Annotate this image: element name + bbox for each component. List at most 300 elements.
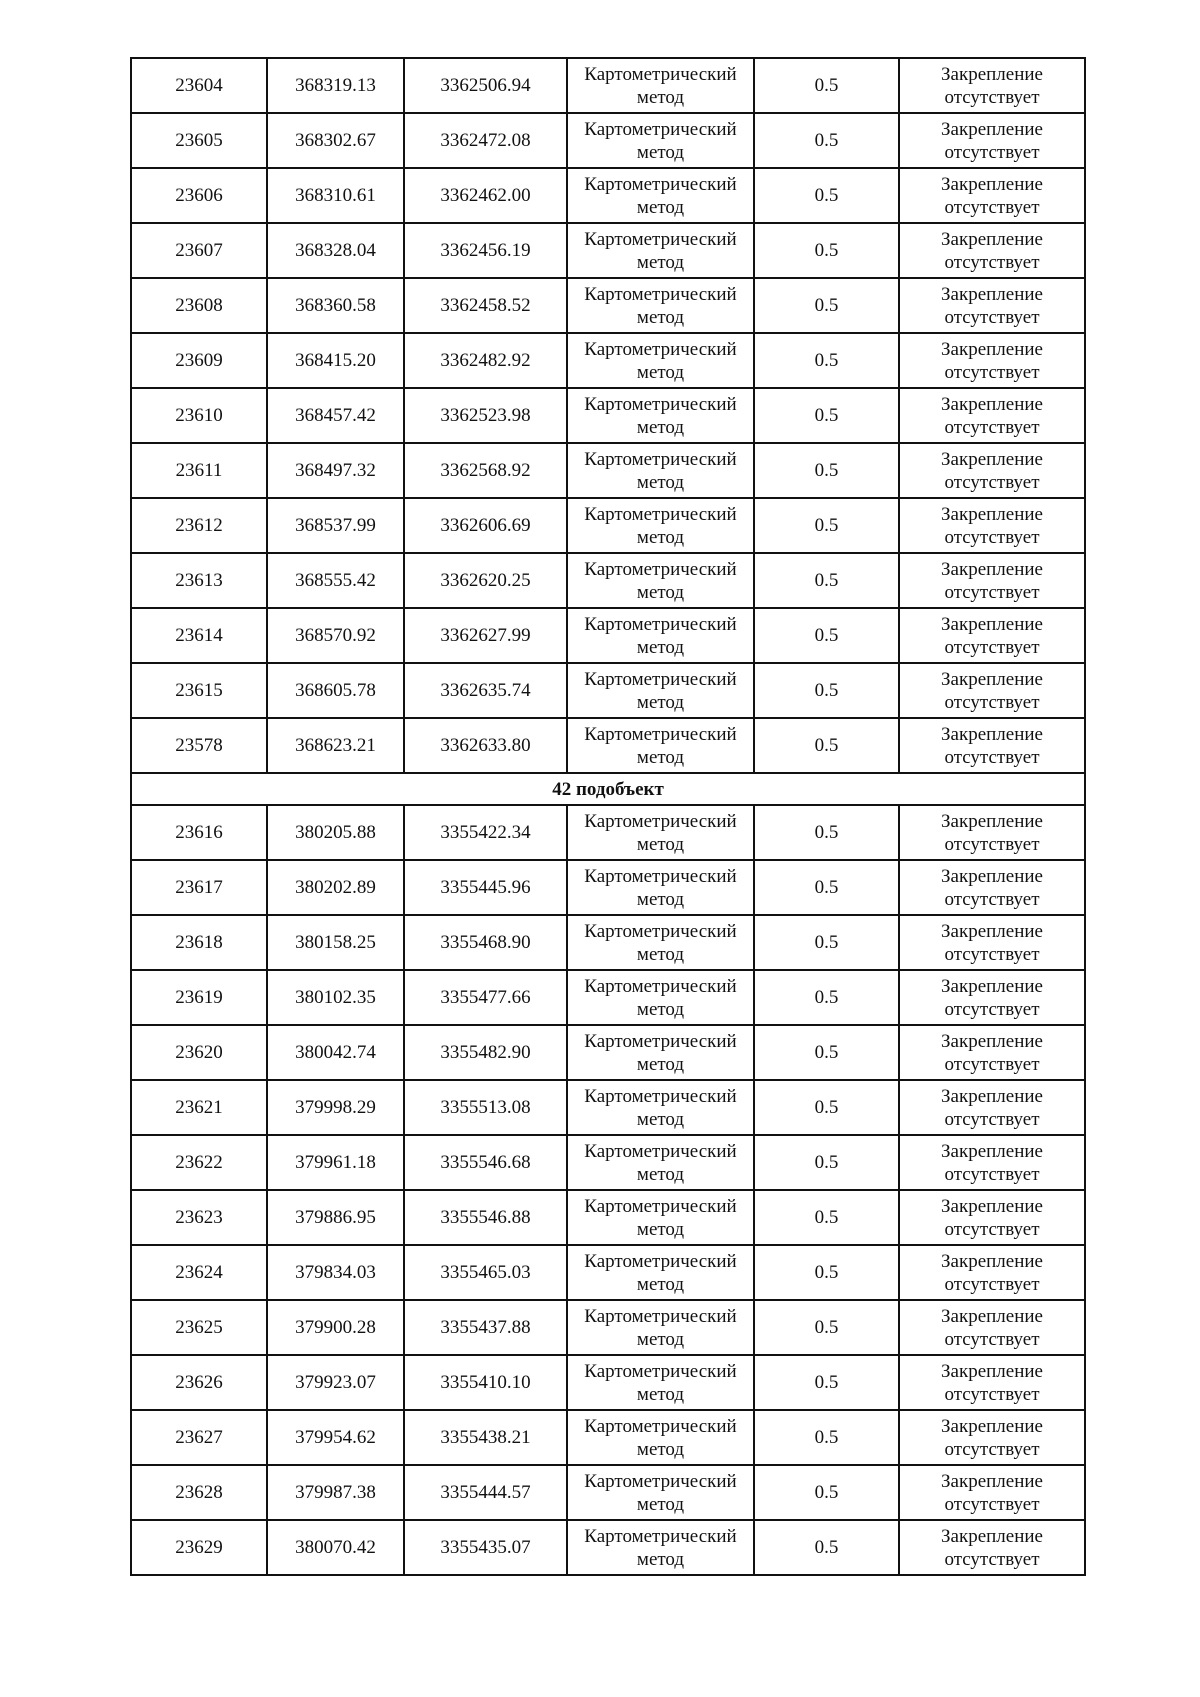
method-text: метод [636,1218,685,1240]
x-coordinate-cell: 368310.61 [267,168,404,223]
method-text: Картометрический [584,228,737,250]
table-row [131,1520,1085,1575]
x-coordinate-cell: 379886.95 [267,1190,404,1245]
fixing-text: отсутствует [944,86,1040,108]
fixing-description-cell [899,1080,1085,1135]
x-coordinate-cell: 368415.20 [267,333,404,388]
fixing-text: отсутствует [944,1438,1040,1460]
accuracy-cell: 0.5 [754,388,899,443]
fixing-text: Закрепление [941,975,1043,997]
x-coordinate-cell: 368328.04 [267,223,404,278]
method-text: Картометрический [584,118,737,140]
fixing-description-cell [899,58,1085,113]
accuracy-cell: 0.5 [754,278,899,333]
point-number-cell: 23622 [131,1135,267,1190]
x-coordinate-cell: 368302.67 [267,113,404,168]
fixing-description-cell [899,1190,1085,1245]
accuracy-cell: 0.5 [754,805,899,860]
point-number-cell: 23605 [131,113,267,168]
method-text: Картометрический [584,393,737,415]
method-text: метод [636,416,685,438]
accuracy-cell: 0.5 [754,970,899,1025]
method-text: метод [636,471,685,493]
accuracy-cell: 0.5 [754,1080,899,1135]
table-row [131,1135,1085,1190]
fixing-text: отсутствует [944,1383,1040,1405]
accuracy-cell: 0.5 [754,168,899,223]
y-coordinate-cell: 3362472.08 [404,113,567,168]
x-coordinate-cell: 368570.92 [267,608,404,663]
method-cell [567,1465,754,1520]
fixing-text: Закрепление [941,118,1043,140]
method-cell [567,1520,754,1575]
fixing-description-cell [899,860,1085,915]
accuracy-cell: 0.5 [754,1465,899,1520]
method-text: Картометрический [584,448,737,470]
method-text: метод [636,1053,685,1075]
y-coordinate-cell: 3355437.88 [404,1300,567,1355]
fixing-text: отсутствует [944,636,1040,658]
method-cell [567,1245,754,1300]
coordinates-table-body [131,58,1085,1575]
method-cell [567,915,754,970]
fixing-description-cell [899,113,1085,168]
section-title: 42 подобъект [131,773,1085,805]
fixing-description-cell [899,1355,1085,1410]
fixing-description-cell [899,553,1085,608]
point-number-cell: 23629 [131,1520,267,1575]
method-text: метод [636,526,685,548]
method-text: Картометрический [584,503,737,525]
point-number-cell: 23620 [131,1025,267,1080]
fixing-text: Закрепление [941,1305,1043,1327]
point-number-cell: 23612 [131,498,267,553]
method-text: метод [636,86,685,108]
accuracy-cell: 0.5 [754,498,899,553]
point-number-cell: 23578 [131,718,267,773]
fixing-text: отсутствует [944,1273,1040,1295]
method-text: метод [636,1438,685,1460]
fixing-text: отсутствует [944,888,1040,910]
fixing-description-cell [899,915,1085,970]
accuracy-cell: 0.5 [754,223,899,278]
point-number-cell: 23604 [131,58,267,113]
point-number-cell: 23611 [131,443,267,498]
table-row [131,1080,1085,1135]
y-coordinate-cell: 3362456.19 [404,223,567,278]
method-text: метод [636,691,685,713]
y-coordinate-cell: 3355477.66 [404,970,567,1025]
table-row [131,113,1085,168]
fixing-text: отсутствует [944,746,1040,768]
accuracy-cell: 0.5 [754,1245,899,1300]
method-text: метод [636,746,685,768]
method-text: Картометрический [584,865,737,887]
fixing-text: отсутствует [944,196,1040,218]
fixing-text: отсутствует [944,306,1040,328]
accuracy-cell: 0.5 [754,1135,899,1190]
point-number-cell: 23624 [131,1245,267,1300]
y-coordinate-cell: 3362635.74 [404,663,567,718]
accuracy-cell: 0.5 [754,443,899,498]
fixing-description-cell [899,388,1085,443]
point-number-cell: 23619 [131,970,267,1025]
point-number-cell: 23628 [131,1465,267,1520]
fixing-text: Закрепление [941,920,1043,942]
x-coordinate-cell: 379900.28 [267,1300,404,1355]
method-cell [567,1135,754,1190]
method-text: Картометрический [584,613,737,635]
x-coordinate-cell: 368360.58 [267,278,404,333]
fixing-description-cell [899,223,1085,278]
fixing-description-cell [899,1025,1085,1080]
method-cell [567,805,754,860]
fixing-text: Закрепление [941,1030,1043,1052]
x-coordinate-cell: 368457.42 [267,388,404,443]
accuracy-cell: 0.5 [754,1300,899,1355]
fixing-text: Закрепление [941,1140,1043,1162]
fixing-text: отсутствует [944,361,1040,383]
method-text: метод [636,1548,685,1570]
y-coordinate-cell: 3355465.03 [404,1245,567,1300]
fixing-description-cell [899,333,1085,388]
accuracy-cell: 0.5 [754,915,899,970]
y-coordinate-cell: 3362627.99 [404,608,567,663]
fixing-text: Закрепление [941,668,1043,690]
table-row [131,498,1085,553]
y-coordinate-cell: 3355438.21 [404,1410,567,1465]
accuracy-cell: 0.5 [754,860,899,915]
method-text: Картометрический [584,810,737,832]
fixing-text: отсутствует [944,1108,1040,1130]
method-text: Картометрический [584,1360,737,1382]
method-cell [567,168,754,223]
method-text: Картометрический [584,338,737,360]
point-number-cell: 23625 [131,1300,267,1355]
accuracy-cell: 0.5 [754,1025,899,1080]
method-text: Картометрический [584,1140,737,1162]
x-coordinate-cell: 368497.32 [267,443,404,498]
y-coordinate-cell: 3362482.92 [404,333,567,388]
method-text: Картометрический [584,975,737,997]
fixing-text: отсутствует [944,943,1040,965]
method-cell [567,1300,754,1355]
fixing-text: Закрепление [941,810,1043,832]
fixing-text: Закрепление [941,448,1043,470]
fixing-text: Закрепление [941,503,1043,525]
method-text: Картометрический [584,1030,737,1052]
point-number-cell: 23609 [131,333,267,388]
y-coordinate-cell: 3355445.96 [404,860,567,915]
table-row [131,1190,1085,1245]
method-cell [567,1355,754,1410]
method-text: метод [636,943,685,965]
method-cell [567,1190,754,1245]
x-coordinate-cell: 368623.21 [267,718,404,773]
y-coordinate-cell: 3355435.07 [404,1520,567,1575]
method-text: Картометрический [584,920,737,942]
y-coordinate-cell: 3355546.88 [404,1190,567,1245]
accuracy-cell: 0.5 [754,1520,899,1575]
fixing-text: отсутствует [944,1053,1040,1075]
x-coordinate-cell: 368537.99 [267,498,404,553]
method-cell [567,1080,754,1135]
accuracy-cell: 0.5 [754,553,899,608]
fixing-text: отсутствует [944,1163,1040,1185]
y-coordinate-cell: 3362568.92 [404,443,567,498]
method-text: метод [636,888,685,910]
point-number-cell: 23608 [131,278,267,333]
table-row [131,860,1085,915]
fixing-text: Закрепление [941,63,1043,85]
x-coordinate-cell: 368605.78 [267,663,404,718]
fixing-description-cell [899,663,1085,718]
point-number-cell: 23621 [131,1080,267,1135]
point-number-cell: 23623 [131,1190,267,1245]
fixing-description-cell [899,168,1085,223]
method-cell [567,223,754,278]
method-cell [567,663,754,718]
coordinates-table [130,57,1086,1576]
y-coordinate-cell: 3355546.68 [404,1135,567,1190]
fixing-description-cell [899,498,1085,553]
y-coordinate-cell: 3355410.10 [404,1355,567,1410]
fixing-description-cell [899,1135,1085,1190]
fixing-text: Закрепление [941,173,1043,195]
fixing-description-cell [899,278,1085,333]
y-coordinate-cell: 3362523.98 [404,388,567,443]
method-text: метод [636,1383,685,1405]
x-coordinate-cell: 380070.42 [267,1520,404,1575]
method-text: Картометрический [584,283,737,305]
fixing-text: отсутствует [944,1493,1040,1515]
method-text: метод [636,1108,685,1130]
fixing-description-cell [899,1410,1085,1465]
method-cell [567,498,754,553]
method-cell [567,1410,754,1465]
table-row [131,1025,1085,1080]
fixing-text: отсутствует [944,526,1040,548]
y-coordinate-cell: 3362462.00 [404,168,567,223]
method-text: метод [636,1163,685,1185]
fixing-description-cell [899,608,1085,663]
method-text: метод [636,833,685,855]
section-header-row [131,773,1085,805]
fixing-text: Закрепление [941,1195,1043,1217]
point-number-cell: 23615 [131,663,267,718]
method-text: Картометрический [584,1250,737,1272]
fixing-text: отсутствует [944,471,1040,493]
method-text: метод [636,581,685,603]
y-coordinate-cell: 3355513.08 [404,1080,567,1135]
table-row [131,58,1085,113]
method-cell [567,113,754,168]
point-number-cell: 23610 [131,388,267,443]
point-number-cell: 23606 [131,168,267,223]
point-number-cell: 23626 [131,1355,267,1410]
table-row [131,805,1085,860]
fixing-text: Закрепление [941,1360,1043,1382]
method-cell [567,58,754,113]
y-coordinate-cell: 3355468.90 [404,915,567,970]
fixing-text: отсутствует [944,833,1040,855]
fixing-text: отсутствует [944,1548,1040,1570]
table-row [131,915,1085,970]
method-cell [567,860,754,915]
table-row [131,168,1085,223]
fixing-text: Закрепление [941,1470,1043,1492]
table-row [131,223,1085,278]
fixing-text: Закрепление [941,865,1043,887]
table-row [131,278,1085,333]
table-row [131,1245,1085,1300]
y-coordinate-cell: 3362506.94 [404,58,567,113]
table-row [131,1355,1085,1410]
method-text: Картометрический [584,63,737,85]
x-coordinate-cell: 380042.74 [267,1025,404,1080]
method-text: метод [636,251,685,273]
x-coordinate-cell: 379998.29 [267,1080,404,1135]
fixing-text: отсутствует [944,1328,1040,1350]
method-text: метод [636,306,685,328]
accuracy-cell: 0.5 [754,608,899,663]
fixing-text: отсутствует [944,251,1040,273]
method-text: Картометрический [584,558,737,580]
method-text: метод [636,998,685,1020]
x-coordinate-cell: 368555.42 [267,553,404,608]
fixing-description-cell [899,805,1085,860]
table-row [131,388,1085,443]
x-coordinate-cell: 379961.18 [267,1135,404,1190]
point-number-cell: 23618 [131,915,267,970]
y-coordinate-cell: 3355482.90 [404,1025,567,1080]
method-cell [567,333,754,388]
table-row [131,970,1085,1025]
y-coordinate-cell: 3362620.25 [404,553,567,608]
fixing-text: Закрепление [941,613,1043,635]
fixing-text: Закрепление [941,228,1043,250]
table-row [131,443,1085,498]
fixing-description-cell [899,443,1085,498]
fixing-text: Закрепление [941,1250,1043,1272]
method-cell [567,553,754,608]
point-number-cell: 23616 [131,805,267,860]
accuracy-cell: 0.5 [754,113,899,168]
fixing-text: Закрепление [941,723,1043,745]
accuracy-cell: 0.5 [754,718,899,773]
x-coordinate-cell: 380205.88 [267,805,404,860]
table-row [131,553,1085,608]
method-text: Картометрический [584,1085,737,1107]
method-text: Картометрический [584,1470,737,1492]
x-coordinate-cell: 379987.38 [267,1465,404,1520]
method-text: метод [636,636,685,658]
table-row [131,718,1085,773]
y-coordinate-cell: 3362633.80 [404,718,567,773]
table-row [131,1410,1085,1465]
accuracy-cell: 0.5 [754,1410,899,1465]
fixing-description-cell [899,970,1085,1025]
method-text: Картометрический [584,668,737,690]
method-text: Картометрический [584,1195,737,1217]
method-text: метод [636,361,685,383]
x-coordinate-cell: 368319.13 [267,58,404,113]
accuracy-cell: 0.5 [754,1190,899,1245]
fixing-text: Закрепление [941,338,1043,360]
point-number-cell: 23607 [131,223,267,278]
method-cell [567,718,754,773]
table-row [131,1300,1085,1355]
table-row [131,663,1085,718]
fixing-text: отсутствует [944,141,1040,163]
fixing-description-cell [899,1465,1085,1520]
accuracy-cell: 0.5 [754,333,899,388]
method-text: метод [636,196,685,218]
point-number-cell: 23617 [131,860,267,915]
method-text: Картометрический [584,1305,737,1327]
y-coordinate-cell: 3355444.57 [404,1465,567,1520]
method-cell [567,278,754,333]
method-text: метод [636,141,685,163]
x-coordinate-cell: 379954.62 [267,1410,404,1465]
method-text: Картометрический [584,1525,737,1547]
accuracy-cell: 0.5 [754,1355,899,1410]
x-coordinate-cell: 380158.25 [267,915,404,970]
point-number-cell: 23627 [131,1410,267,1465]
method-text: Картометрический [584,1415,737,1437]
fixing-text: Закрепление [941,283,1043,305]
fixing-text: отсутствует [944,1218,1040,1240]
table-row [131,608,1085,663]
point-number-cell: 23614 [131,608,267,663]
y-coordinate-cell: 3355422.34 [404,805,567,860]
method-cell [567,608,754,663]
fixing-description-cell [899,718,1085,773]
method-text: Картометрический [584,173,737,195]
method-text: метод [636,1493,685,1515]
fixing-text: Закрепление [941,393,1043,415]
x-coordinate-cell: 379923.07 [267,1355,404,1410]
fixing-text: Закрепление [941,1415,1043,1437]
table-row [131,1465,1085,1520]
method-text: метод [636,1328,685,1350]
y-coordinate-cell: 3362458.52 [404,278,567,333]
fixing-text: отсутствует [944,416,1040,438]
fixing-description-cell [899,1520,1085,1575]
method-text: Картометрический [584,723,737,745]
y-coordinate-cell: 3362606.69 [404,498,567,553]
x-coordinate-cell: 380102.35 [267,970,404,1025]
x-coordinate-cell: 379834.03 [267,1245,404,1300]
x-coordinate-cell: 380202.89 [267,860,404,915]
accuracy-cell: 0.5 [754,58,899,113]
table-row [131,333,1085,388]
method-cell [567,1025,754,1080]
fixing-text: Закрепление [941,558,1043,580]
method-text: метод [636,1273,685,1295]
method-cell [567,388,754,443]
fixing-description-cell [899,1245,1085,1300]
fixing-text: Закрепление [941,1085,1043,1107]
fixing-description-cell [899,1300,1085,1355]
fixing-text: отсутствует [944,998,1040,1020]
method-cell [567,970,754,1025]
fixing-text: Закрепление [941,1525,1043,1547]
method-cell [567,443,754,498]
fixing-text: отсутствует [944,581,1040,603]
accuracy-cell: 0.5 [754,663,899,718]
point-number-cell: 23613 [131,553,267,608]
